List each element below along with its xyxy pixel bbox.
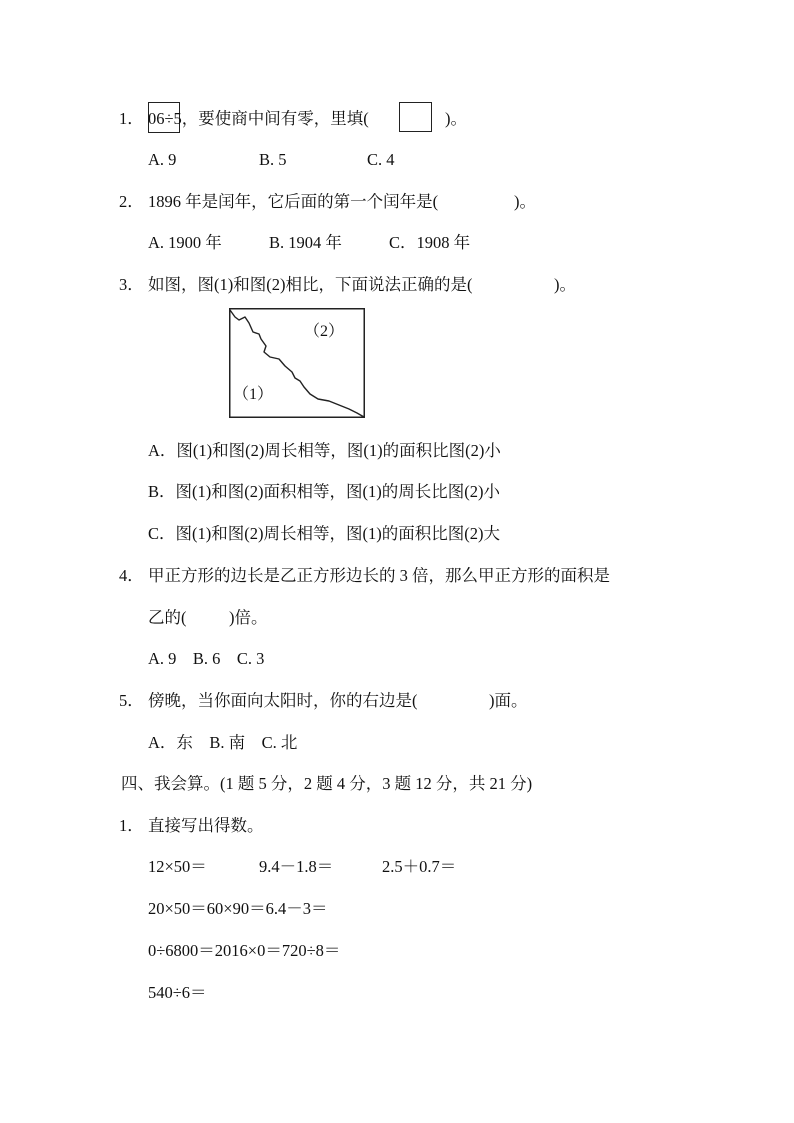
q1-option-c: C. 4	[367, 150, 395, 169]
q5-text: 傍晚，当你面向太阳时，你的右边是(	[148, 691, 418, 710]
calc-row2: 20×50＝60×90＝6.4－3＝	[148, 899, 328, 918]
q1-text: 06÷5，要使商中间有零，里填(	[148, 109, 369, 128]
q4-line2-start: 乙的(	[148, 608, 187, 627]
q4-line1: 甲正方形的边长是乙正方形边长的 3 倍，那么甲正方形的面积是	[148, 566, 610, 585]
q3-option-b: B．图(1)和图(2)面积相等，图(1)的周长比图(2)小	[148, 482, 500, 501]
section4-item1-number: 1．	[119, 816, 144, 835]
calc-row1-item2: 9.4－1.8＝	[259, 857, 334, 876]
q3-option-c: C．图(1)和图(2)周长相等，图(1)的面积比图(2)大	[148, 524, 500, 543]
q2-option-b: B. 1904 年	[269, 233, 342, 252]
q4-number: 4．	[119, 566, 144, 585]
q4-line2-end: )倍。	[229, 608, 268, 627]
calc-row1-item1: 12×50＝	[148, 857, 207, 876]
q2-text: 1896 年是闰年，它后面的第一个闰年是(	[148, 192, 439, 211]
q3-option-a: A．图(1)和图(2)周长相等，图(1)的面积比图(2)小	[148, 441, 501, 460]
q3-close: )。	[554, 275, 576, 294]
q3-number: 3．	[119, 275, 144, 294]
section-heading: 四、我会算。(1 题 5 分，2 题 4 分，3 题 12 分，共 21 分)	[121, 774, 533, 793]
calc-row3: 0÷6800＝2016×0＝720÷8＝	[148, 941, 341, 960]
q2-close: )。	[514, 192, 536, 211]
q4-options: A. 9 B. 6 C. 3	[148, 649, 265, 668]
section4-item1-text: 直接写出得数。	[148, 816, 264, 835]
calc-row1-item3: 2.5＋0.7＝	[382, 857, 457, 876]
q2-option-c: C．1908 年	[389, 233, 471, 252]
calc-row4: 540÷6＝	[148, 983, 207, 1002]
q1-blank-box-right	[399, 102, 432, 132]
q1-number: 1．	[119, 109, 144, 128]
q1-close: )。	[445, 109, 467, 128]
figure-label-1: （1）	[233, 386, 274, 403]
q1-option-b: B. 5	[259, 150, 287, 169]
q5-number: 5．	[119, 691, 144, 710]
q5-close: )面。	[489, 691, 528, 710]
q2-number: 2．	[119, 192, 144, 211]
q1-option-a: A. 9	[148, 150, 177, 169]
figure-label-2: （2）	[304, 323, 345, 340]
q3-text: 如图，图(1)和图(2)相比，下面说法正确的是(	[148, 275, 473, 294]
q3-figure	[229, 308, 365, 418]
q2-option-a: A. 1900 年	[148, 233, 222, 252]
q5-options: A．东 B. 南 C. 北	[148, 733, 298, 752]
